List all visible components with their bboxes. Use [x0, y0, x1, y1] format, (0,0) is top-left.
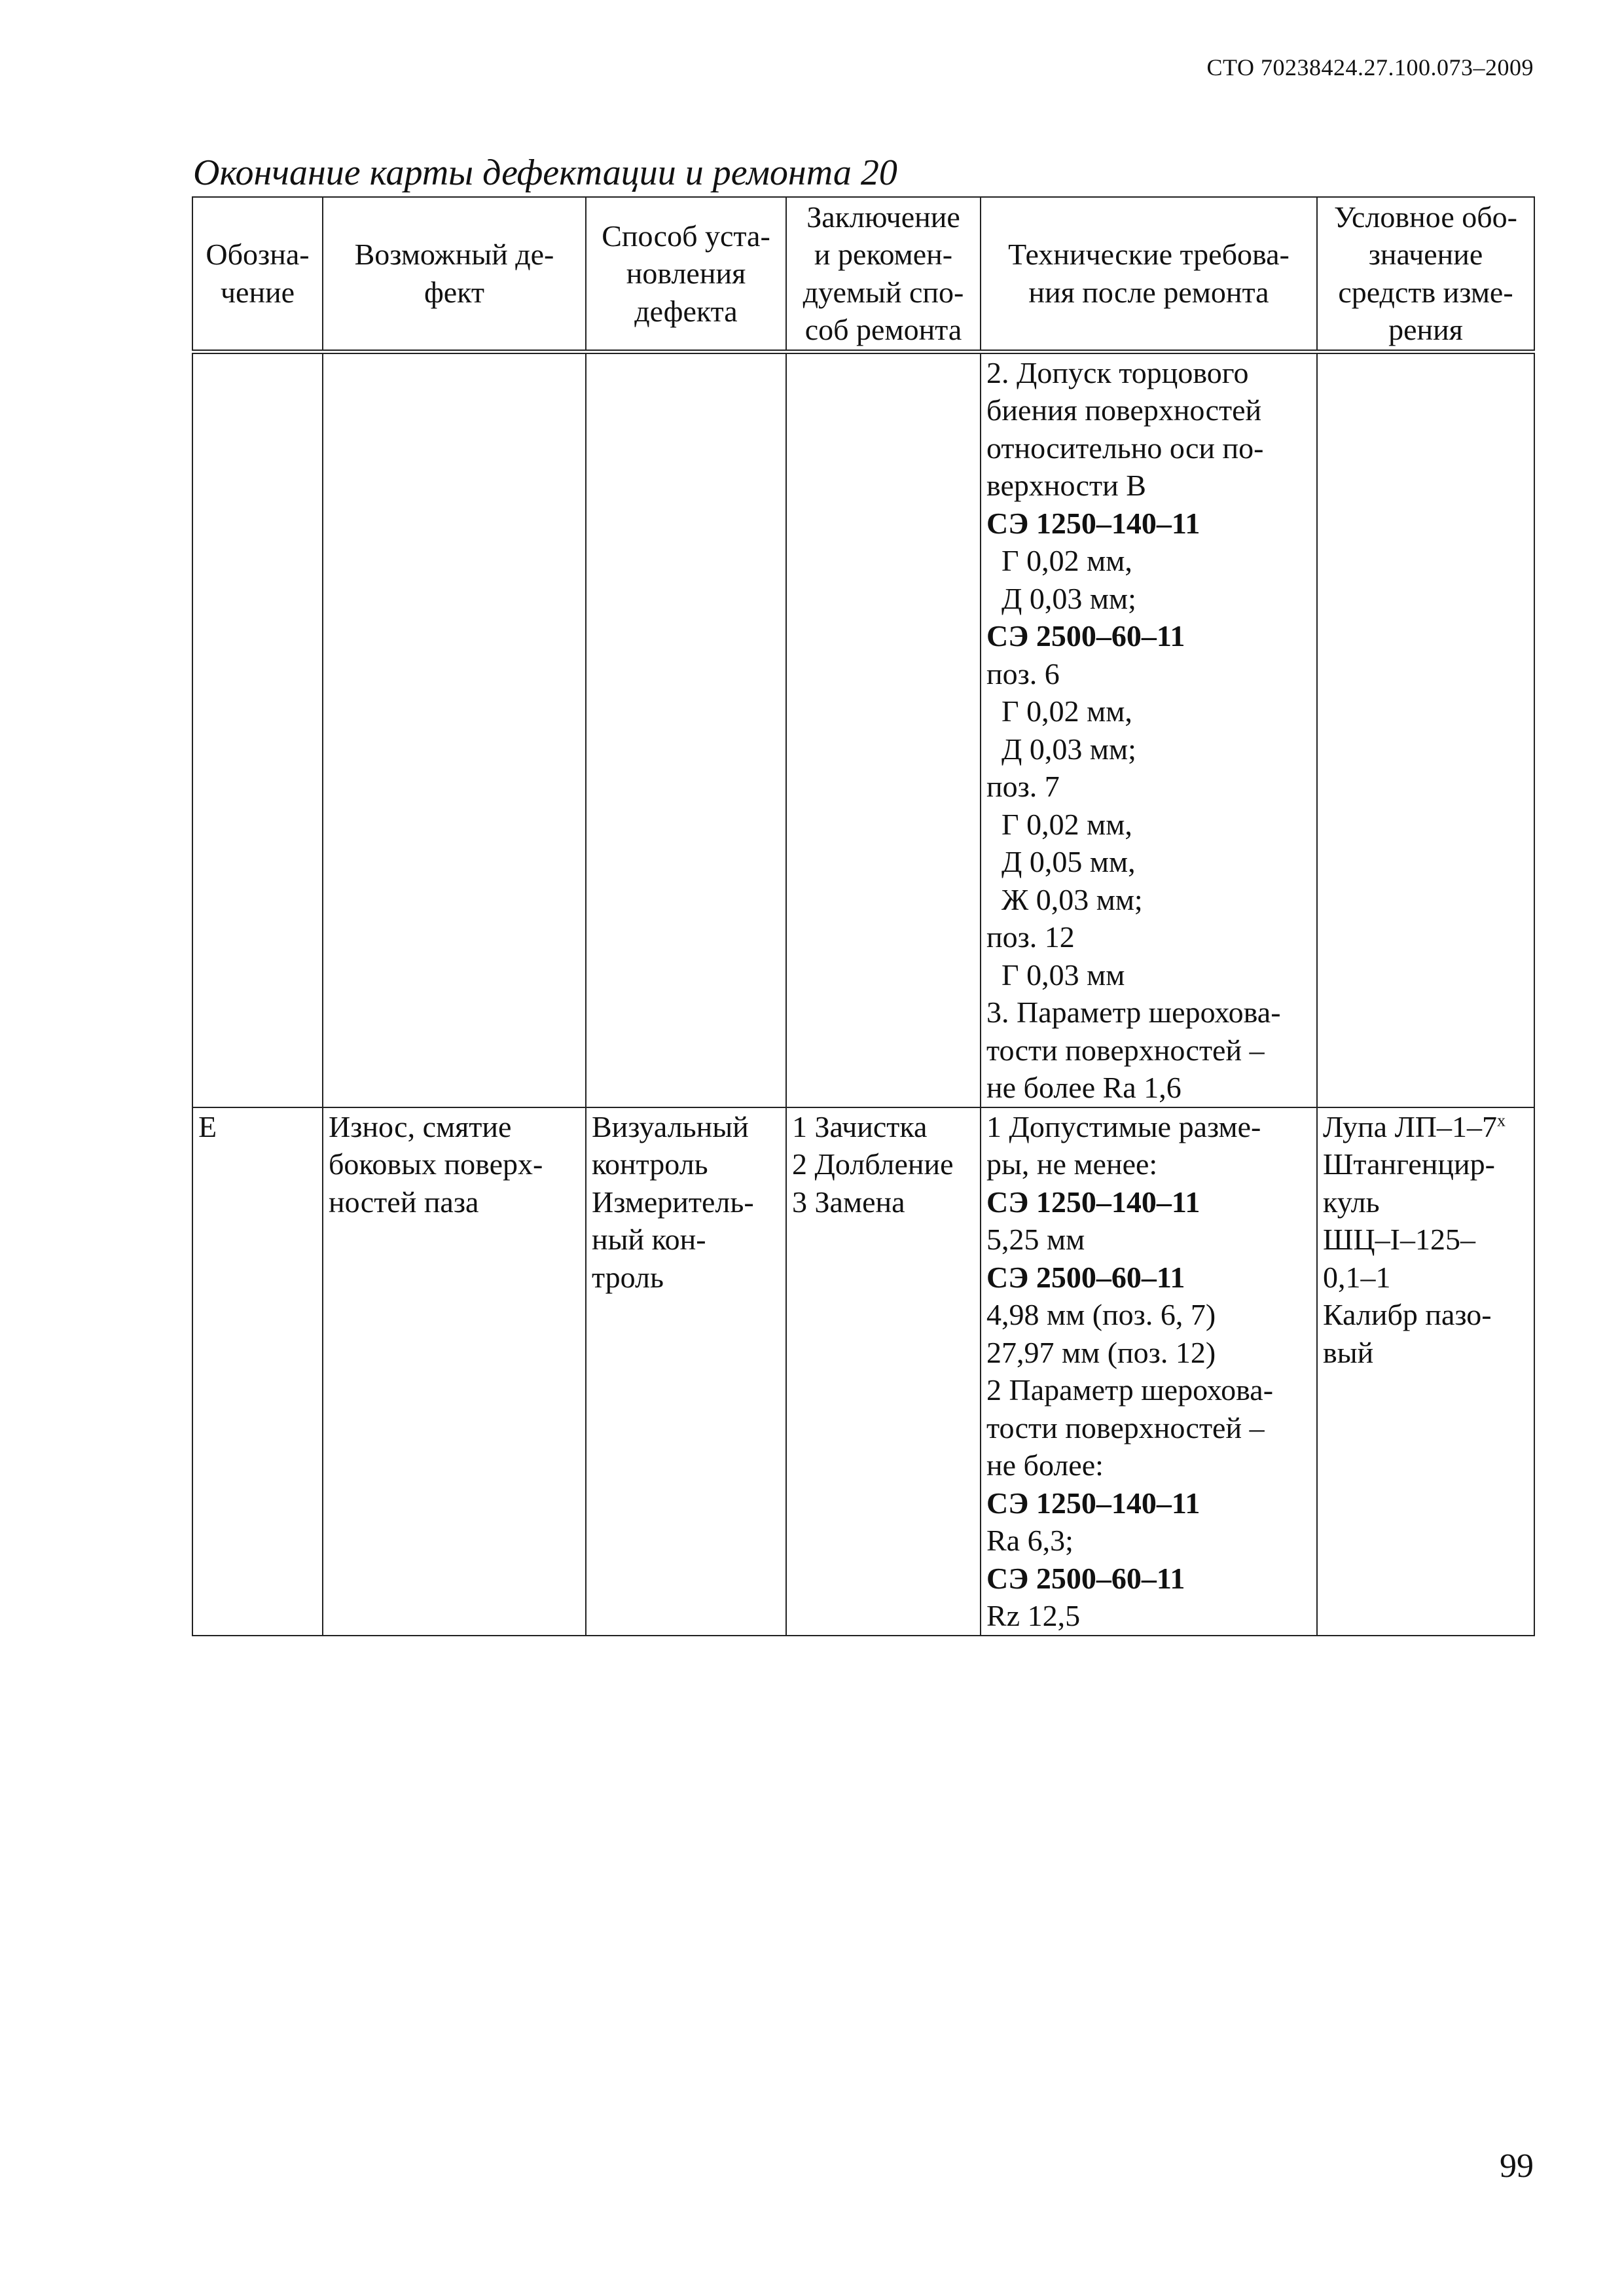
requirement-line: 27,97 мм (поз. 12) [986, 1335, 1216, 1369]
requirement-line: тости поверхностей – [986, 1410, 1265, 1444]
instrument-line: ШЦ–I–125– [1323, 1223, 1475, 1256]
cell-instruments [1317, 1107, 1534, 1636]
table-header-row [192, 197, 1534, 351]
table-row [192, 351, 1534, 1107]
cell-designation [192, 1107, 323, 1636]
requirement-line: Ra 6,3; [986, 1524, 1074, 1557]
requirement-line: 2 Параметр шерохова- [986, 1373, 1274, 1407]
model-label: СЭ 2500–60–11 [986, 1561, 1185, 1595]
requirement-line: Д 0,03 мм; [986, 732, 1136, 766]
cell-conclusion [786, 1107, 981, 1636]
requirement-line: не более: [986, 1448, 1104, 1482]
instrument-line: Штангенцир- [1323, 1147, 1495, 1181]
conclusion-line: 3 Замена [792, 1185, 905, 1219]
col-header-defect: Возможный де- фект [323, 197, 586, 351]
instrument-line: 0,1–1 [1323, 1260, 1391, 1294]
requirement-line: 2. Допуск торцового [986, 355, 1249, 389]
requirement-line: Ж 0,03 мм; [986, 882, 1143, 916]
requirement-line: верхности В [986, 469, 1146, 502]
requirement-line: Д 0,05 мм, [986, 845, 1136, 878]
method-line: ный кон- [592, 1223, 706, 1256]
requirement-line: поз. 12 [986, 920, 1075, 954]
instrument-line: куль [1323, 1185, 1380, 1219]
instrument-line: Калибр пазо- [1323, 1298, 1492, 1331]
cell-conclusion [786, 351, 981, 1107]
model-label: СЭ 2500–60–11 [986, 1260, 1185, 1294]
col-header-detection-method: Способ уста- новления дефекта [586, 197, 786, 351]
requirement-line: тости поверхностей – [986, 1033, 1265, 1067]
cell-requirements [981, 351, 1317, 1107]
requirement-line: Г 0,03 мм [986, 958, 1125, 992]
defect-line: Износ, смятие [329, 1109, 512, 1143]
method-line: Измеритель- [592, 1185, 754, 1219]
method-line: контроль [592, 1147, 708, 1181]
cell-instruments [1317, 351, 1534, 1107]
requirement-line: относительно оси по- [986, 431, 1264, 465]
defect-repair-table [192, 196, 1535, 1636]
col-header-instruments: Условное обо- значение средств изме- рения [1317, 197, 1534, 351]
requirement-line: 4,98 мм (поз. 6, 7) [986, 1298, 1216, 1331]
requirement-line: Г 0,02 мм, [986, 807, 1132, 841]
cell-defect [323, 351, 586, 1107]
requirement-line: Rz 12,5 [986, 1599, 1081, 1632]
instrument-line: вый [1323, 1335, 1374, 1369]
col-header-requirements: Технические требова- ния после ремонта [981, 197, 1317, 351]
method-line: троль [592, 1260, 664, 1294]
document-code: СТО 70238424.27.100.073–2009 [1206, 54, 1534, 81]
conclusion-line: 2 Долбление [792, 1147, 954, 1181]
requirement-line: 1 Допустимые разме- [986, 1109, 1261, 1143]
requirement-line: Д 0,03 мм; [986, 581, 1136, 615]
instrument-magnifier: Лупа ЛП–1–7 [1323, 1109, 1498, 1143]
cell-requirements [981, 1107, 1317, 1636]
model-label: СЭ 1250–140–11 [986, 1486, 1200, 1520]
cell-designation [192, 351, 323, 1107]
col-header-designation: Обозна- чение [192, 197, 323, 351]
model-label: СЭ 1250–140–11 [986, 1185, 1200, 1219]
requirement-line: не более Ra 1,6 [986, 1071, 1182, 1104]
col-header-conclusion: Заключение и рекомен- дуемый спо- соб ремонта [786, 197, 981, 351]
requirement-line: 5,25 мм [986, 1223, 1085, 1256]
model-label: СЭ 2500–60–11 [986, 619, 1185, 653]
cell-defect [323, 1107, 586, 1636]
table-row [192, 1107, 1534, 1636]
defect-line: ностей паза [329, 1185, 479, 1219]
cell-detection-method [586, 1107, 786, 1636]
defect-line: боковых поверх- [329, 1147, 543, 1181]
instrument-superscript: х [1497, 1111, 1506, 1130]
method-line: Визуальный [592, 1109, 749, 1143]
requirement-line: ры, не менее: [986, 1147, 1158, 1181]
page-number: 99 [1500, 2147, 1534, 2185]
requirement-line: поз. 6 [986, 656, 1060, 691]
conclusion-line: 1 Зачистка [792, 1109, 928, 1143]
requirement-line: биения поверхностей [986, 393, 1262, 427]
model-label: СЭ 1250–140–11 [986, 506, 1200, 540]
instrument-line [1323, 1108, 1528, 1146]
table-caption: Окончание карты дефектации и ремонта 20 [193, 152, 897, 193]
requirement-line: Г 0,02 мм, [986, 544, 1132, 577]
requirement-line: поз. 7 [986, 770, 1060, 803]
cell-detection-method [586, 351, 786, 1107]
requirement-line: 3. Параметр шерохова- [986, 996, 1281, 1029]
designation-label: Е [198, 1109, 217, 1143]
requirement-line: Г 0,02 мм, [986, 694, 1132, 728]
